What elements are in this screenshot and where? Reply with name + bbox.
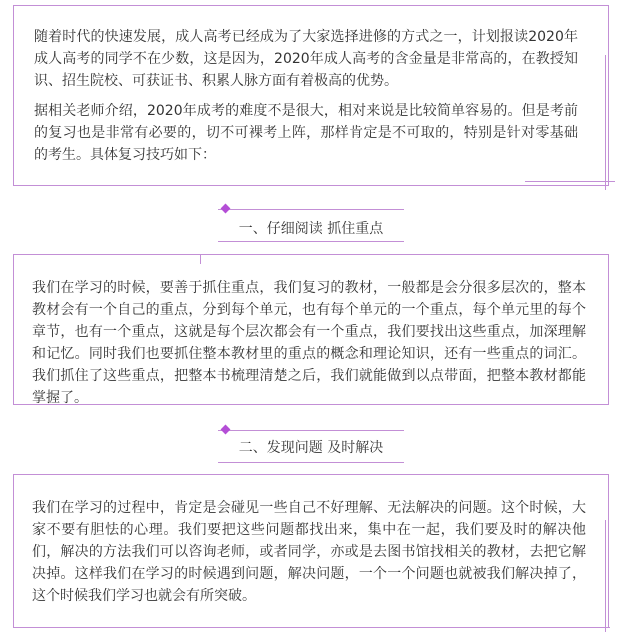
corner-mark-horizontal: [525, 181, 615, 182]
heading-2-diamond-icon: [221, 425, 231, 435]
intro-paragraph-2: 据相关老师介绍，2020年成考的难度不是很大，相对来说是比较简单容易的。但是考前的复习也是非常有必要的，切不可裸考上阵，那样肯定是不可取的，特别是针对零基础的考生。具体复习技巧如下：: [34, 103, 578, 163]
heading-2-bottom-line: [218, 462, 404, 463]
section-1-box: [13, 254, 609, 405]
corner-mark-vertical-2: [605, 520, 606, 632]
heading-1-diamond-icon: [221, 204, 231, 214]
section-2-body: 我们在学习的过程中，肯定是会碰见一些自己不好理解、无法解决的问题。这个时候，大家不要有胆怯的心理。我们要把这些问题都找出来，集中在一起，我们要及时的解决他们，解决的方法我们可以咨询老师，或者同学，亦或是去图书馆找相关的教材，去把它解决掉。这样我们在学习的时候遇到问题，解决问题，一个一个问题也就被我们解决掉了，这个时候我们学习也就会有所突破。: [32, 500, 586, 604]
section-1-body: 我们在学习的时候，要善于抓住重点，我们复习的教材，一般都是会分很多层次的，整本教材会有一个自己的重点，分到每个单元，也有每个单元的一个重点，每个单元里的每个章节，也有一个重点，这就是每个层次都会有一个重点，我们要找出这些重点，加深理解和记忆。同时我们也要抓住整本教材里的重点的概念和理论知识，还有一些重点的词汇。我们抓住了这些重点，把整本书梳理清楚之后，我们就能做到以点带面，把整本教材都能掌握了。: [32, 280, 586, 406]
corner-mark-horizontal-2: [530, 627, 610, 628]
heading-2-top-line: [218, 430, 404, 431]
heading-1-top-line: [218, 209, 404, 210]
section-2-box: [13, 474, 609, 628]
intro-paragraph-1: 随着时代的快速发展，成人高考已经成为了大家选择进修的方式之一，计划报读2020年成人高考的同学不在少数，这是因为，2020年成人高考的含金量是非常高的，在教授知识、招生院校、可获证书、积累人脉方面有着极高的优势。: [34, 29, 578, 89]
corner-mark-top: [200, 254, 201, 264]
intro-box: [13, 5, 609, 186]
corner-mark-vertical: [605, 55, 606, 190]
heading-1-bottom-line: [218, 241, 404, 242]
section-1-heading: 一、仔细阅读 抓住重点: [238, 221, 384, 237]
section-2-heading: 二、发现问题 及时解决: [238, 440, 384, 456]
